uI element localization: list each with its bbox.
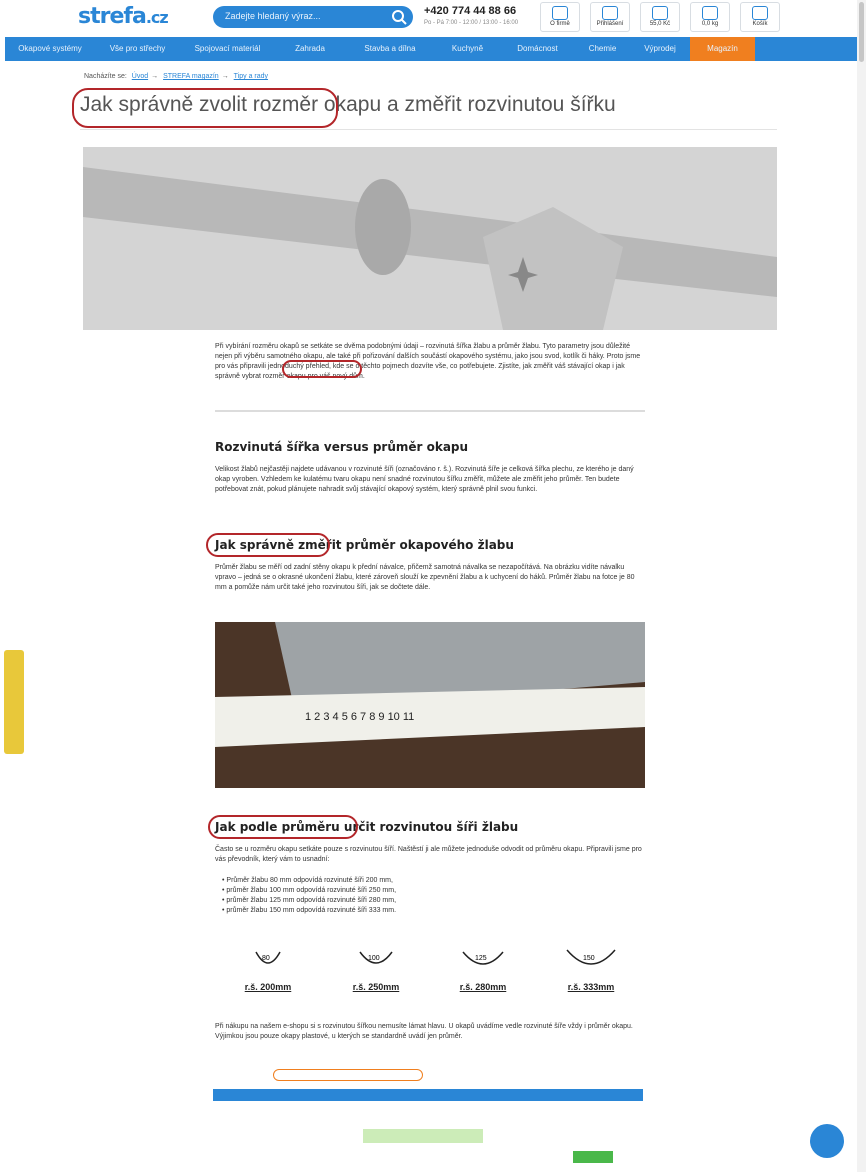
cart-icon [752, 6, 768, 20]
svg-text:150: 150 [583, 955, 595, 962]
home-icon [552, 6, 568, 20]
opening-hours: Po - Pá 7:00 - 12:00 / 13:00 - 16:00 [424, 20, 519, 26]
scrollbar[interactable] [857, 0, 866, 1172]
svg-text:1 2 3 4 5 6 7 8 9 10 11: 1 2 3 4 5 6 7 8 9 10 11 [305, 711, 415, 723]
phone-number[interactable]: +420 774 44 88 66 [424, 5, 517, 17]
section-heading: Jak podle průměru určit rozvinutou šíři žlabu [215, 820, 519, 834]
conversion-list [222, 876, 396, 916]
annotation-circle [208, 815, 358, 839]
nav-item[interactable]: Spojovací materiál [194, 44, 261, 53]
weight-button[interactable]: 0,0 kg [690, 2, 730, 32]
header [0, 0, 866, 36]
breadcrumb: Nacházíte se: Úvod → STREFA magazín → Tipy a rady [84, 73, 269, 80]
chat-icon[interactable] [810, 1124, 844, 1158]
divider [80, 129, 777, 130]
svg-text:100: 100 [368, 955, 380, 962]
nav-item[interactable]: Zahrada [295, 44, 325, 53]
search-icon[interactable] [391, 9, 407, 25]
section-text: Při nákupu na našem e-shopu si s rozvinutou šířkou nemusíte lámat hlavu. U okapů uvádíme vedle rozvinuté šíře vždy i průměr okapu. Výjimkou jsou pouze okapy plastové, u kterých se standardně uvádí jen průměr. [215, 1023, 633, 1040]
svg-text:125: 125 [475, 955, 487, 962]
annotation-circle [282, 360, 362, 378]
gutter-profile: 100 r.š. 250mm [336, 948, 416, 992]
nav-item[interactable]: Výprodej [644, 44, 676, 53]
verified-badge[interactable] [4, 650, 24, 754]
main-nav [5, 37, 857, 61]
list-item: • průměr žlabu 100 mm odpovídá rozvinuté šíři 250 mm, [222, 886, 396, 896]
nav-item[interactable]: Okapové systémy [18, 44, 82, 53]
embedded-screenshot [213, 1063, 643, 1172]
shipping-button[interactable]: 55,0 Kč [640, 2, 680, 32]
section-text: Průměr žlabu se měří od zadní stěny okapu k přední návalce, přičemž samotná návalka se nezapočítává. Na obrázku vidíte návalku vpravo – jedná se o okrasné ukončení žlabu, které zároveň slouží ke zpevnění žlabu a k uchycení do háků. Průměr žlabu na fotce je 80 mm a pomůže nám určit také jeho rozvinutou šíři, jak se dočtete dále. [215, 564, 635, 591]
hero-image [83, 147, 777, 330]
about-button[interactable]: O firmě [540, 2, 580, 32]
nav-item[interactable]: Domácnost [517, 44, 558, 53]
logo[interactable]: strefa.cz [78, 4, 168, 29]
section-heading: Jak správně změřit průměr okapového žlabu [215, 538, 514, 552]
truck-icon [652, 6, 668, 20]
nav-item-active[interactable]: Magazín [690, 37, 755, 61]
annotation-circle [72, 88, 338, 128]
search-input[interactable]: Zadejte hledaný výraz... [213, 6, 413, 28]
breadcrumb-link[interactable]: Tipy a rady [233, 73, 269, 80]
section-text: Často se u rozměru okapu setkáte pouze s rozvinutou šíří. Naštěstí ji ale můžete jednoduše odvodit od průměru okapu. Připravili jsme pro vás převodník, který vám to usnadní: [215, 846, 642, 863]
nav-item[interactable]: Chemie [588, 44, 617, 53]
svg-text:80: 80 [262, 955, 270, 962]
list-item: • Průměr žlabu 80 mm odpovídá rozvinuté šíři 200 mm, [222, 876, 396, 886]
gutter-profile: 150 r.š. 333mm [551, 948, 631, 992]
gutter-profile: 80 r.š. 200mm [228, 948, 308, 992]
annotation-circle [206, 533, 330, 557]
cart-button[interactable]: Košík [740, 2, 780, 32]
breadcrumb-link[interactable]: STREFA magazín [163, 73, 219, 80]
user-icon [602, 6, 618, 20]
login-button[interactable]: Přihlášení [590, 2, 630, 32]
list-item: • průměr žlabu 125 mm odpovídá rozvinuté šíři 280 mm, [222, 896, 396, 906]
section-text: Velikost žlabů nejčastěji najdete udávanou v rozvinuté šíři (označováno r. š.). Rozvinutá šíře je celková šířka plechu, ze kterého je daný okap vyroben. Vzhledem ke kulatému tvaru okapu není snadné rozvinutou šířku změřit, můžete ale změřit jeho průměr. Ten budete potřebovat znát, pokud plánujete nahradit svůj stávající okapový systém, který správně plnil svou funkci. [215, 466, 634, 493]
nav-item[interactable]: Stavba a dílna [364, 44, 416, 53]
nav-item[interactable]: Kuchyně [451, 44, 484, 53]
breadcrumb-link[interactable]: Úvod [131, 73, 149, 80]
page-title: Jak správně zvolit rozměr okapu a změřit rozvinutou šířku [80, 93, 616, 116]
list-item: • průměr žlabu 150 mm odpovídá rozvinuté šíři 333 mm. [222, 906, 396, 916]
section-heading: Rozvinutá šířka versus průměr okapu [215, 440, 469, 454]
gutter-profile: 125 r.š. 280mm [443, 948, 523, 992]
measuring-photo [215, 622, 645, 788]
intro-text: Při vybírání rozměru okapů se setkáte se dvěma podobnými údaji – rozvinutá šířka žlabu a průměr žlabu. Tyto parametry jsou důležité nejen při výběru samotného okapu, ale také při pořizování dalších součástí okapového systému, jako jsou svod, kotlík či háky. Proto jsme pro vás připravili jednoduchý přehled, kde se o těchto pojmech dozvíte vše, co potřebujete. Zjistíte, jak změřit váš stávající okap i jak správně vybrat rozměr okapu pro váš nový dům. [215, 343, 641, 380]
weight-icon [702, 6, 718, 20]
nav-item[interactable]: Vše pro střechy [109, 44, 166, 53]
divider [215, 410, 645, 412]
